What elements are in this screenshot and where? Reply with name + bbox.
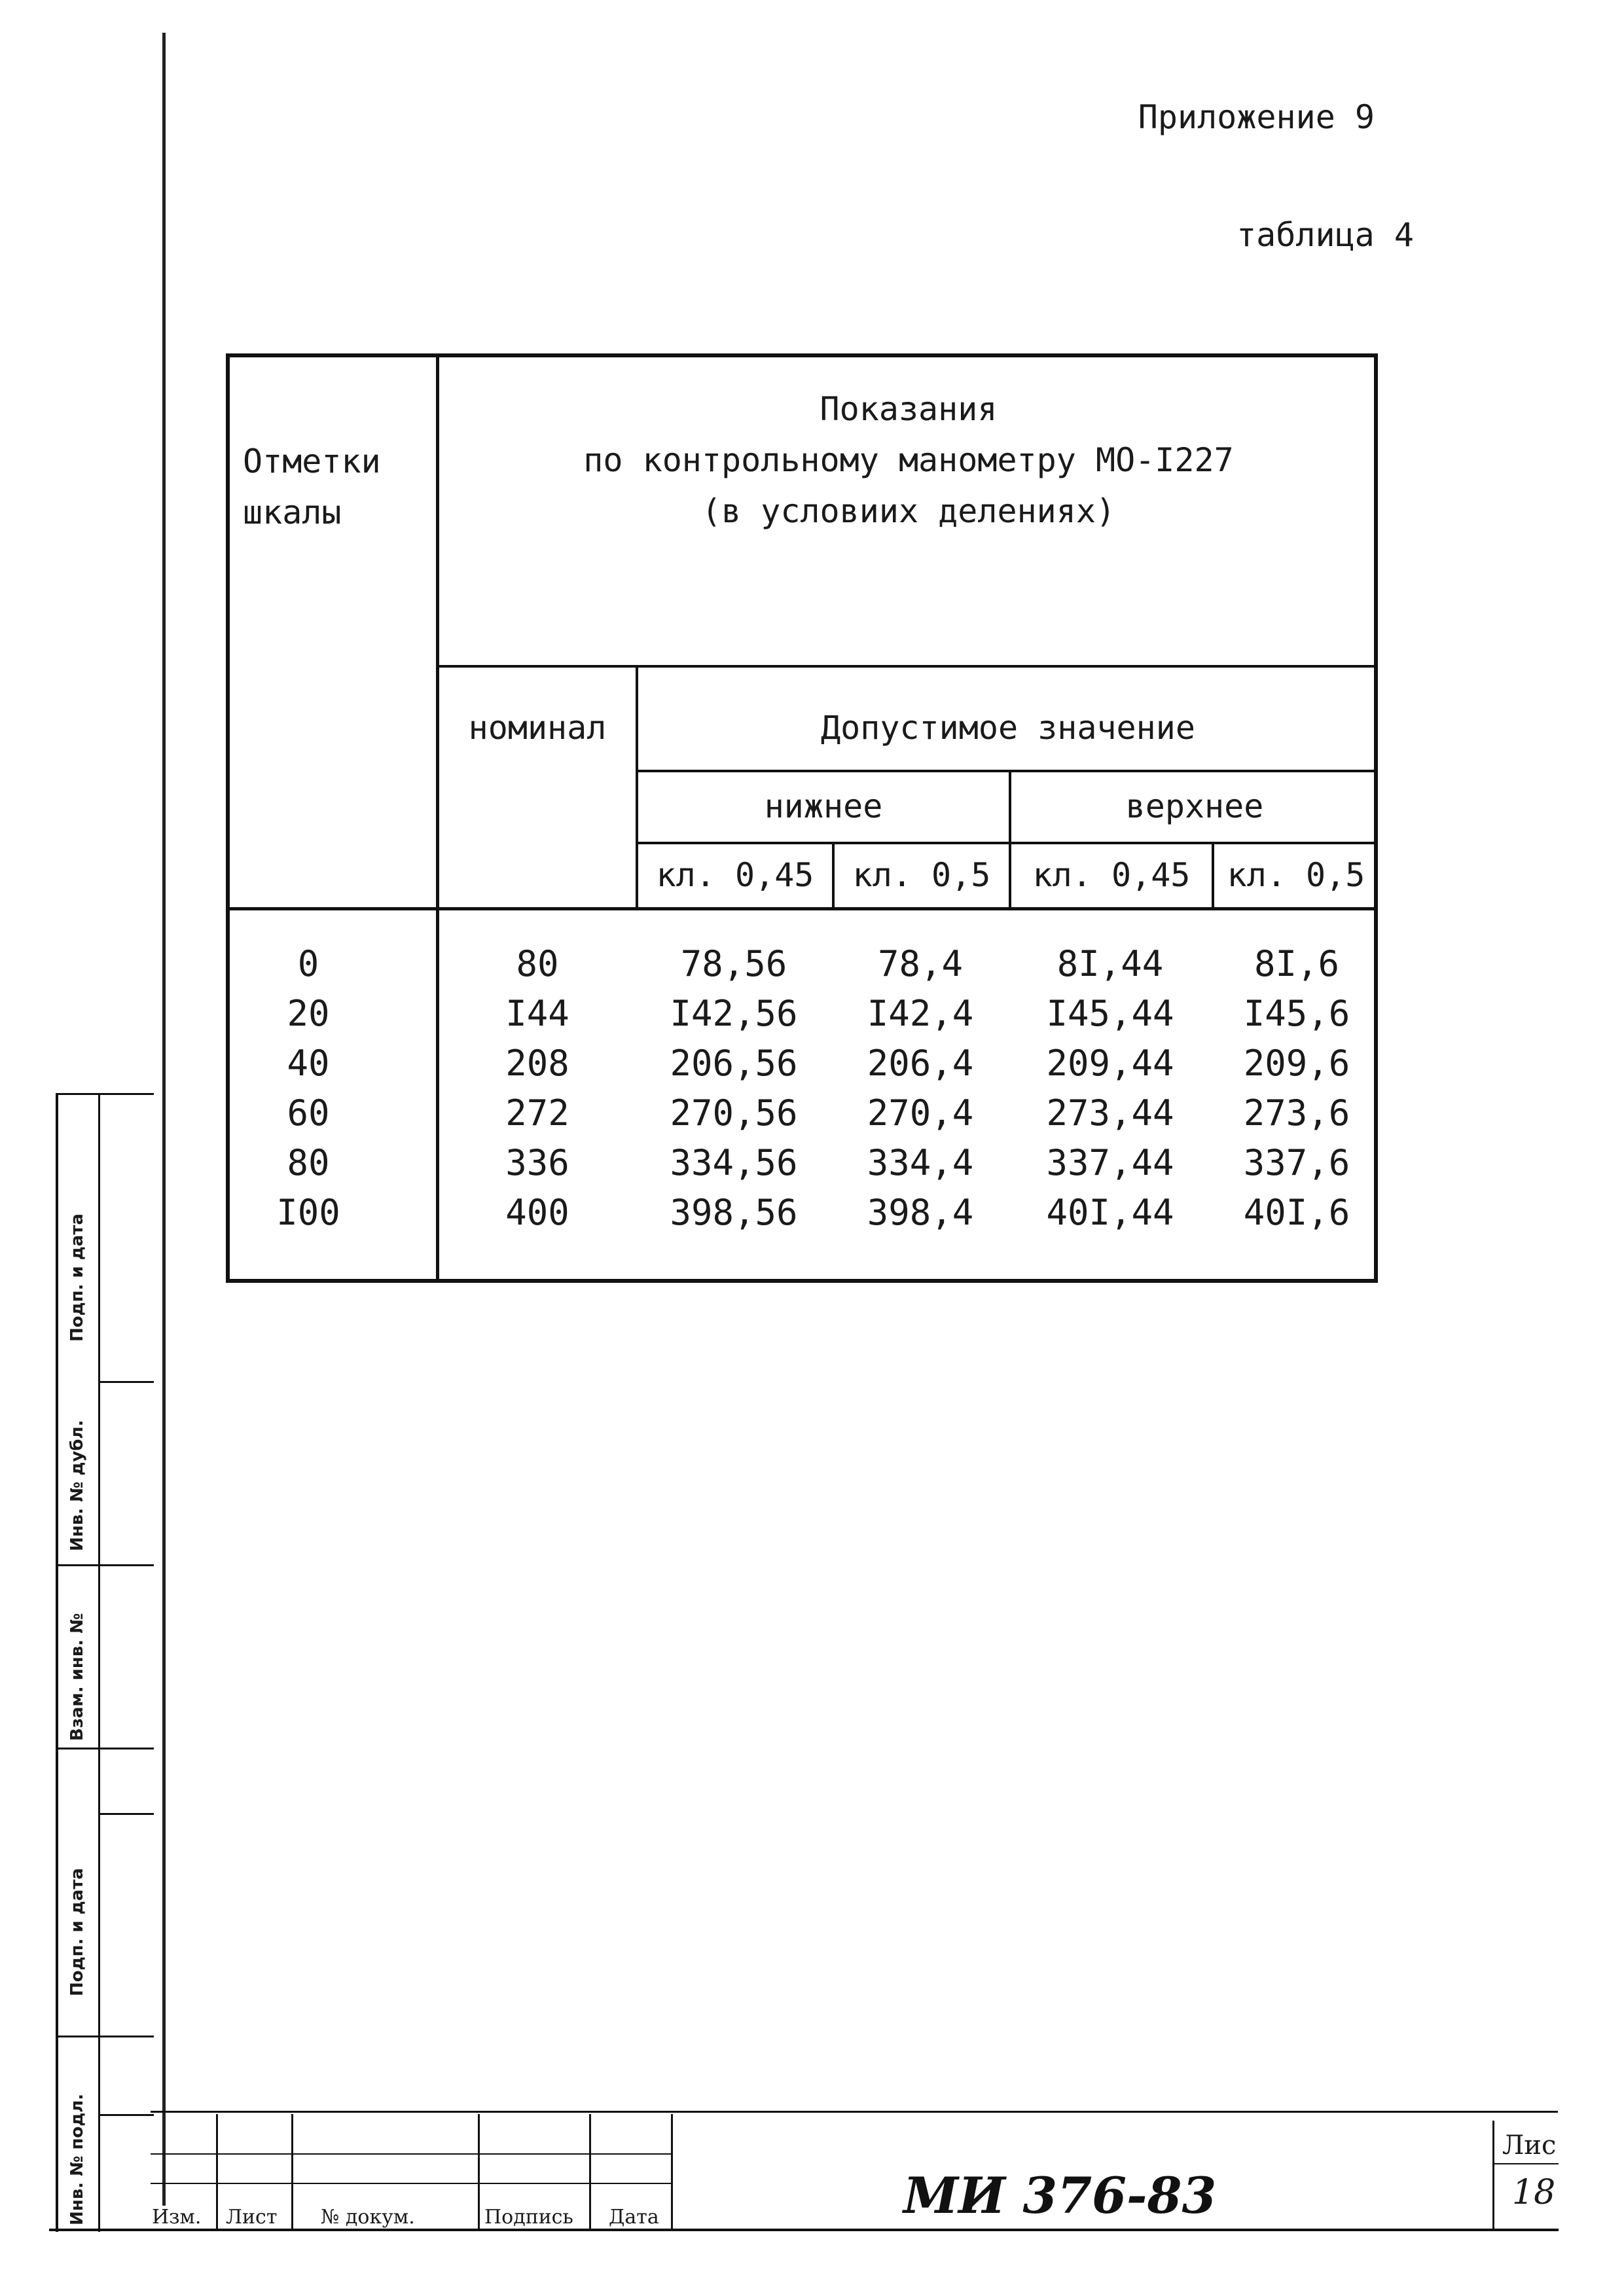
stamp-label-orig-inv: Инв. № подл. bbox=[67, 2093, 87, 2225]
table-cell: 0 bbox=[297, 943, 319, 984]
table-cell: 40I,6 bbox=[1243, 1192, 1350, 1233]
table-cell: 80 bbox=[516, 943, 559, 984]
table-cell: I45,44 bbox=[1046, 993, 1174, 1034]
sheet-label: Лис bbox=[1502, 2130, 1557, 2161]
table-cell: 273,6 bbox=[1243, 1092, 1350, 1134]
col-doc-number: № докум. bbox=[321, 2206, 415, 2229]
table-cell: 398,4 bbox=[867, 1192, 974, 1233]
table-cell: 40I,44 bbox=[1046, 1192, 1174, 1233]
header-class-05-upper: кл. 0,5 bbox=[1227, 856, 1365, 894]
stamp-label-replace-inv: Взам. инв. № bbox=[67, 1613, 87, 1741]
stamp-label-sign-date-1: Подп. и дата bbox=[67, 1213, 87, 1342]
table-cell: I44 bbox=[505, 993, 569, 1034]
table-cell: 40 bbox=[287, 1043, 330, 1084]
header-upper: верхнее bbox=[1125, 787, 1264, 825]
header-class-05-lower: кл. 0,5 bbox=[852, 856, 991, 894]
table-cell: 334,4 bbox=[867, 1142, 974, 1183]
header-allowed-value: Допустимое значение bbox=[821, 709, 1195, 747]
margin-line bbox=[162, 33, 166, 2206]
header-lower: нижнее bbox=[764, 787, 883, 825]
table-caption: таблица 4 bbox=[1236, 216, 1414, 254]
table-cell: I00 bbox=[276, 1192, 340, 1233]
table-cell: 8I,6 bbox=[1254, 943, 1340, 984]
table-row bbox=[230, 993, 1382, 1043]
table-cell: 272 bbox=[505, 1092, 569, 1134]
table-cell: 208 bbox=[505, 1043, 569, 1084]
table-cell: 337,44 bbox=[1046, 1142, 1174, 1183]
table-cell: I42,4 bbox=[867, 993, 974, 1034]
header-class-045-lower: кл. 0,45 bbox=[656, 856, 814, 894]
col-signature: Подпись bbox=[484, 2206, 573, 2229]
table-cell: 78,4 bbox=[877, 943, 964, 984]
col-date: Дата bbox=[609, 2206, 659, 2229]
stamp-column bbox=[56, 1093, 154, 2232]
appendix-label: Приложение 9 bbox=[1138, 98, 1375, 136]
table-cell: 337,6 bbox=[1243, 1142, 1350, 1183]
table-cell: 80 bbox=[287, 1142, 330, 1183]
table-cell: I42,56 bbox=[670, 993, 798, 1034]
table-row bbox=[230, 943, 1382, 993]
sheet-number: 18 bbox=[1512, 2173, 1556, 2212]
col-list: Лист bbox=[226, 2206, 278, 2229]
table-cell: 334,56 bbox=[670, 1142, 798, 1183]
table-cell: 336 bbox=[505, 1142, 569, 1183]
table-cell: 8I,44 bbox=[1056, 943, 1164, 984]
table-cell: 78,56 bbox=[680, 943, 787, 984]
stamp-label-dup-inv: Инв. № дубл. bbox=[67, 1420, 87, 1551]
table-cell: I45,6 bbox=[1243, 993, 1350, 1034]
table-cell: 400 bbox=[505, 1192, 569, 1233]
table-row bbox=[230, 1043, 1382, 1092]
stamp-label-sign-date-2: Подп. и дата bbox=[67, 1868, 87, 1996]
table-row bbox=[230, 1192, 1382, 1242]
col-izm: Изм. bbox=[152, 2206, 202, 2229]
header-nominal: номинал bbox=[468, 709, 607, 747]
header-class-045-upper: кл. 0,45 bbox=[1032, 856, 1191, 894]
table-cell: 209,6 bbox=[1243, 1043, 1350, 1084]
header-scale-marks: Отметки шкалы bbox=[243, 442, 381, 531]
table-cell: 206,4 bbox=[867, 1043, 974, 1084]
table-cell: 206,56 bbox=[670, 1043, 798, 1084]
table-cell: 273,44 bbox=[1046, 1092, 1174, 1134]
table-cell: 270,56 bbox=[670, 1092, 798, 1134]
document-code: МИ 376-83 bbox=[903, 2166, 1217, 2225]
table-cell: 398,56 bbox=[670, 1192, 798, 1233]
header-readings: Показания по контрольному манометру МО-I227 (в условиих делениях) bbox=[583, 390, 1234, 530]
table-cell: 60 bbox=[287, 1092, 330, 1134]
table-cell: 270,4 bbox=[867, 1092, 974, 1134]
table-cell: 20 bbox=[287, 993, 330, 1034]
table-row bbox=[230, 1142, 1382, 1192]
readings-table bbox=[226, 353, 1378, 1283]
table-cell: 209,44 bbox=[1046, 1043, 1174, 1084]
table-row bbox=[230, 1092, 1382, 1142]
